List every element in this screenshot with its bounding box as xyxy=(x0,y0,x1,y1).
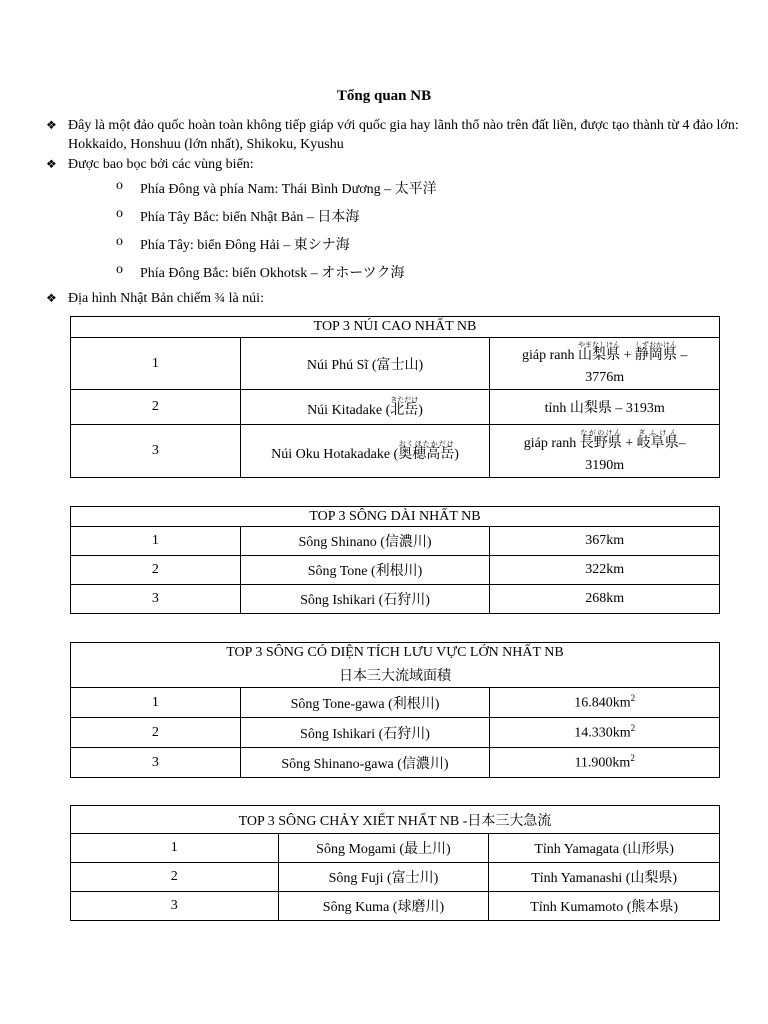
river-name-cell: Sông Kuma (球磨川) xyxy=(278,892,489,921)
river-name-cell: Sông Tone-gawa (利根川) xyxy=(240,688,490,718)
circle-bullet-icon: o xyxy=(116,206,123,221)
circle-bullet-icon: o xyxy=(116,262,123,277)
bullet-text: Địa hình Nhật Bản chiếm ¾ là núi: xyxy=(68,291,264,306)
river-name-cell: Sông Ishikari (石狩川) xyxy=(240,585,490,614)
mountain-name-cell: Núi Oku Hotakadake (奥穂高岳おくほたかだけ) xyxy=(240,425,490,478)
sea-text: Phía Đông Bắc: biển Okhotsk – オホーツク海 xyxy=(140,266,405,281)
location-cell: tỉnh 山梨県 – 3193m xyxy=(490,390,720,425)
rank-cell: 1 xyxy=(71,527,241,556)
table-row xyxy=(71,527,720,556)
length-cell: 367km xyxy=(490,527,720,556)
area-cell: $16.840km^2$ xyxy=(490,688,720,718)
rank-cell: 3 xyxy=(71,425,241,478)
table-row xyxy=(71,863,720,892)
area-cell: $11.900km^2$ xyxy=(490,748,720,778)
length-cell: 322km xyxy=(490,556,720,585)
location-cell: giáp ranh 長野県ながのけん + 岐阜県ぎふけん– 3190m xyxy=(490,425,720,478)
rank-cell: 3 xyxy=(71,748,241,778)
basin-rivers-table xyxy=(70,642,720,778)
table-row xyxy=(71,556,720,585)
rank-cell: 2 xyxy=(71,390,241,425)
rank-cell: 1 xyxy=(71,834,279,863)
sea-text: Phía Tây Bắc: biển Nhật Bản – 日本海 xyxy=(140,210,360,225)
mountains-table xyxy=(70,316,720,478)
bullet-text: Được bao bọc bởi các vùng biển: xyxy=(68,157,254,172)
longest-rivers-table xyxy=(70,506,720,614)
table-row xyxy=(71,390,720,425)
sea-text: Phía Tây: biển Đông Hải – 東シナ海 xyxy=(140,238,350,253)
table-header: TOP 3 SÔNG CÓ DIỆN TÍCH LƯU VỰC LỚN NHẤT NB 日本三大流域面積 xyxy=(71,643,720,688)
rank-cell: 2 xyxy=(71,556,241,585)
table-row xyxy=(71,834,720,863)
rank-cell: 3 xyxy=(71,892,279,921)
circle-bullet-icon: o xyxy=(116,178,123,193)
river-name-cell: Sông Mogami (最上川) xyxy=(278,834,489,863)
river-name-cell: Sông Fuji (富士川) xyxy=(278,863,489,892)
rank-cell: 1 xyxy=(71,338,241,390)
table-header: TOP 3 SÔNG CHẢY XIẾT NHẤT NB -日本三大急流 xyxy=(71,806,720,834)
rank-cell: 2 xyxy=(71,863,279,892)
table-row xyxy=(71,718,720,748)
prefecture-cell: Tỉnh Yamanashi (山梨県) xyxy=(489,863,720,892)
length-cell: 268km xyxy=(490,585,720,614)
mountain-name-cell: Núi Phú Sĩ (富士山) xyxy=(240,338,490,390)
table-header: TOP 3 SÔNG DÀI NHẤT NB xyxy=(71,507,720,527)
diamond-bullet-icon: ❖ xyxy=(46,118,57,132)
table-header: TOP 3 NÚI CAO NHẤT NB xyxy=(71,317,720,338)
bullet-text: Đây là một đảo quốc hoàn toàn không tiếp giáp với quốc gia hay lãnh thổ nào trên đất liền, được tạo thành từ 4 đảo lớn: Hokkaido, Honshuu (lớn nhất), Shikoku, Kyushu xyxy=(68,118,739,152)
river-name-cell: Sông Shinano (信濃川) xyxy=(240,527,490,556)
area-cell: $14.330km^2$ xyxy=(490,718,720,748)
mountain-name-cell: Núi Kitadake (北岳きただけ) xyxy=(240,390,490,425)
river-name-cell: Sông Ishikari (石狩川) xyxy=(240,718,490,748)
river-name-cell: Sông Shinano-gawa (信濃川) xyxy=(240,748,490,778)
page-title: Tổng quan NB xyxy=(336,88,432,104)
table-row xyxy=(71,425,720,478)
prefecture-cell: Tỉnh Yamagata (山形県) xyxy=(489,834,720,863)
table-row xyxy=(71,892,720,921)
location-cell: giáp ranh 山梨県やまなしけん + 静岡県しずおかけん – 3776m xyxy=(490,338,720,390)
diamond-bullet-icon: ❖ xyxy=(46,291,57,305)
fast-rivers-table xyxy=(70,805,720,921)
river-name-cell: Sông Tone (利根川) xyxy=(240,556,490,585)
diamond-bullet-icon: ❖ xyxy=(46,157,57,171)
rank-cell: 3 xyxy=(71,585,241,614)
rank-cell: 1 xyxy=(71,688,241,718)
table-row xyxy=(71,338,720,390)
prefecture-cell: Tỉnh Kumamoto (熊本県) xyxy=(489,892,720,921)
circle-bullet-icon: o xyxy=(116,234,123,249)
table-row xyxy=(71,688,720,718)
table-row xyxy=(71,585,720,614)
rank-cell: 2 xyxy=(71,718,241,748)
table-row xyxy=(71,748,720,778)
sea-text: Phía Đông và phía Nam: Thái Bình Dương – 太平洋 xyxy=(140,182,437,197)
